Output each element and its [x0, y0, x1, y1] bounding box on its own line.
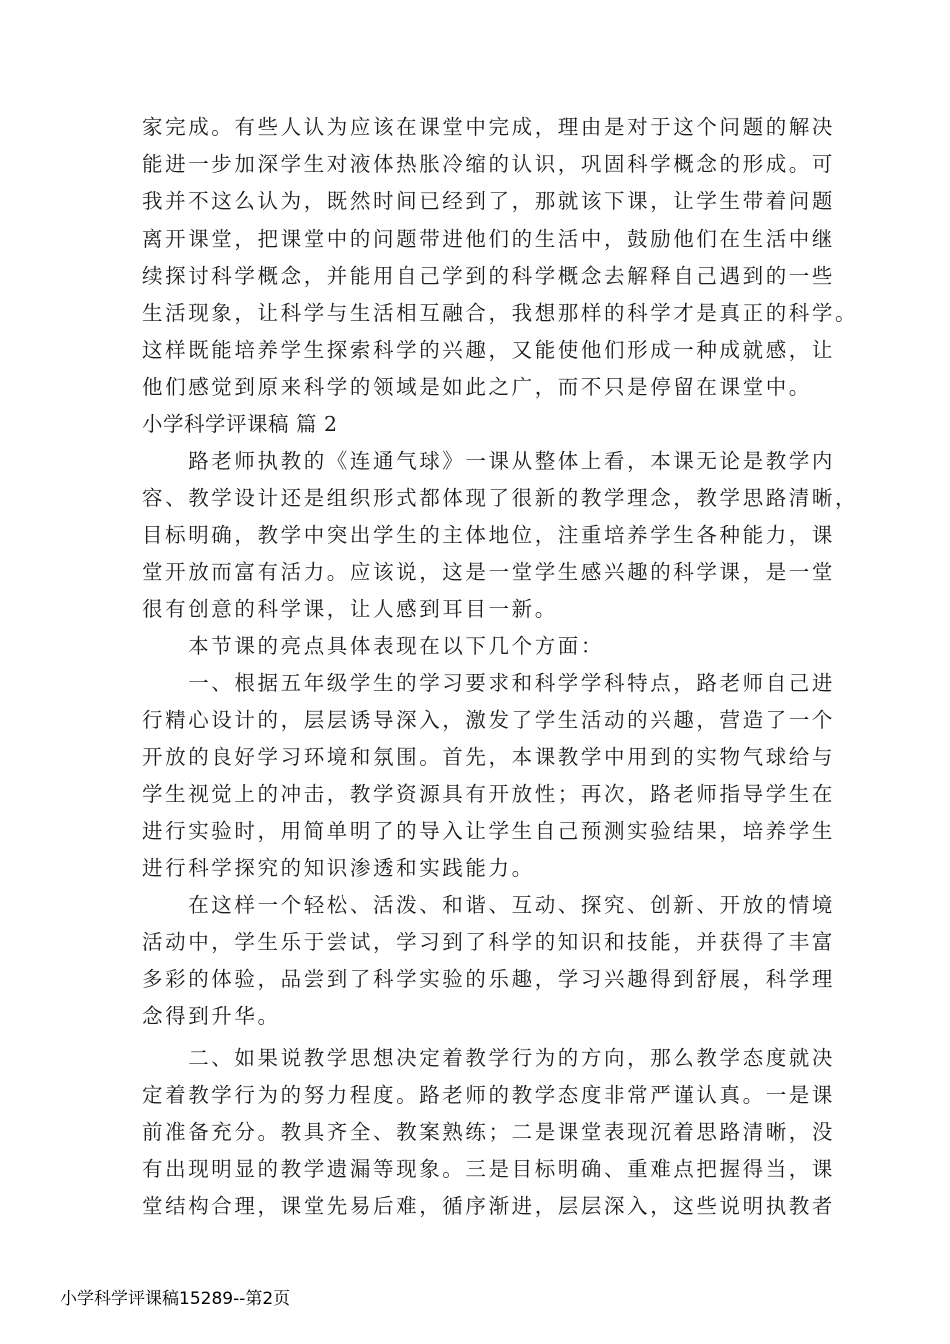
text-line: 堂结构合理，课堂先易后难，循序渐进，层层深入，这些说明执教者: [142, 1194, 835, 1218]
text-line: 家完成。有些人认为应该在课堂中完成，理由是对于这个问题的解决: [142, 115, 835, 139]
text-line: 这样既能培养学生探索科学的兴趣，又能使他们形成一种成就感，让: [142, 338, 835, 362]
text-line: 前准备充分。教具齐全、教案熟练；二是课堂表现沉着思路清晰，没: [142, 1120, 835, 1144]
text-line: 续探讨科学概念，并能用自己学到的科学概念去解释自己遇到的一些: [142, 264, 835, 288]
text-line: 生活现象，让科学与生活相互融合，我想那样的科学才是真正的科学。: [142, 301, 859, 325]
text-line: 多彩的体验，品尝到了科学实验的乐趣，学习兴趣得到舒展，科学理: [142, 967, 835, 991]
text-line: 容、教学设计还是组织形式都体现了很新的教学理念，教学思路清晰，: [142, 486, 859, 510]
text-line: 目标明确，教学中突出学生的主体地位，注重培养学生各种能力，课: [142, 523, 835, 547]
text-line: 行精心设计的，层层诱导深入，激发了学生活动的兴趣，营造了一个: [142, 708, 835, 732]
text-line: 学生视觉上的冲击，教学资源具有开放性；再次，路老师指导学生在: [142, 782, 835, 806]
text-line: 我并不这么认为，既然时间已经到了，那就该下课，让学生带着问题: [142, 189, 835, 213]
text-line: 路老师执教的《连通气球》一课从整体上看，本课无论是教学内: [142, 449, 835, 473]
text-line: 定着教学行为的努力程度。路老师的教学态度非常严谨认真。一是课: [142, 1083, 835, 1107]
text-line: 一、根据五年级学生的学习要求和科学学科特点，路老师自己进: [142, 671, 835, 695]
text-line: 很有创意的科学课，让人感到耳目一新。: [142, 597, 558, 621]
section-heading: 小学科学评课稿 篇 2: [142, 412, 338, 436]
text-line: 有出现明显的教学遗漏等现象。三是目标明确、重难点把握得当，课: [142, 1157, 835, 1181]
text-line: 二、如果说教学思想决定着教学行为的方向，那么教学态度就决: [142, 1046, 835, 1070]
text-line: 能进一步加深学生对液体热胀冷缩的认识，巩固科学概念的形成。可: [142, 152, 835, 176]
page-footer: 小学科学评课稿15289--第2页: [60, 1289, 291, 1309]
text-line: 在这样一个轻松、活泼、和谐、互动、探究、创新、开放的情境: [142, 893, 835, 917]
text-line: 堂开放而富有活力。应该说，这是一堂学生感兴趣的科学课，是一堂: [142, 560, 835, 584]
text-line: 他们感觉到原来科学的领域是如此之广，而不只是停留在课堂中。: [142, 375, 812, 399]
text-line: 活动中，学生乐于尝试，学习到了科学的知识和技能，并获得了丰富: [142, 930, 835, 954]
text-line: 离开课堂，把课堂中的问题带进他们的生活中，鼓励他们在生活中继: [142, 227, 835, 251]
text-line: 念得到升华。: [142, 1004, 281, 1028]
text-line: 本节课的亮点具体表现在以下几个方面：: [142, 634, 604, 658]
text-line: 进行实验时，用简单明了的导入让学生自己预测实验结果，培养学生: [142, 819, 835, 843]
text-line: 进行科学探究的知识渗透和实践能力。: [142, 856, 535, 880]
text-line: 开放的良好学习环境和氛围。首先，本课教学中用到的实物气球给与: [142, 745, 835, 769]
